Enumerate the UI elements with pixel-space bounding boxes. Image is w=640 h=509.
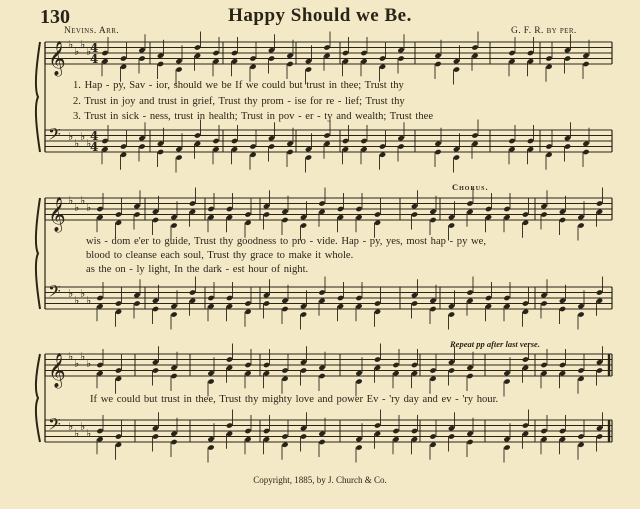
flat-icon: ♭ [74,294,80,307]
flat-icon: ♭ [86,294,92,307]
composer-credit: G. F. R. by per. [511,26,577,36]
flat-icon: ♭ [80,194,86,207]
treble-clef-icon: 𝄞 [48,353,66,388]
flat-icon: ♭ [86,357,92,370]
verse-3-line-2: as the on - ly light, In the dark - est hour of night. [86,264,309,275]
bass-clef-icon: 𝄢 [48,281,61,305]
arranger-credit: Nevins. Arr. [64,26,120,36]
flat-icon: ♭ [86,45,92,58]
flat-icon: ♭ [74,201,80,214]
chorus-lyrics: If we could but trust in thee, Trust thy mighty love and power Ev - 'ry day and ev - 'ry hour. [90,394,499,405]
verse-3-line-1: 3. Trust in sick - ness, trust in health; Trust in pov - er - ty and wealth; Trust thee [73,111,434,122]
system-brace [36,42,40,152]
time-signature: 4 [90,140,99,154]
flat-icon: ♭ [74,45,80,58]
page-number: 130 [40,6,70,28]
flat-icon: ♭ [68,130,74,143]
system-brace [36,198,40,309]
verse-2-line-2: blood to cleanse each soul, Trust thy grace to make it whole. [86,250,354,261]
hymn-title: Happy Should we Be. [228,5,412,26]
flat-icon: ♭ [80,287,86,300]
verse-1-line-2: wis - dom e'er to guide, Trust thy goodness to pro - vide. Hap - py, yes, most hap - py we, [86,236,487,247]
flat-icon: ♭ [68,38,74,51]
flat-icon: ♭ [80,130,86,143]
time-signature: 4 [90,41,99,55]
chorus-label: Chorus. [452,182,489,192]
flat-icon: ♭ [68,350,74,363]
time-signature: 4 [90,52,99,66]
flat-icon: ♭ [68,287,74,300]
treble-clef-icon: 𝄞 [48,197,66,232]
flat-icon: ♭ [68,194,74,207]
flat-icon: ♭ [80,420,86,433]
flat-icon: ♭ [68,420,74,433]
verse-2-line-1: 2. Trust in joy and trust in grief, Trust thy prom - ise for re - lief; Trust thy [73,96,405,107]
flat-icon: ♭ [80,38,86,51]
time-signature: 4 [90,129,99,143]
system-brace [36,354,40,442]
flat-icon: ♭ [74,137,80,150]
flat-icon: ♭ [74,427,80,440]
flat-icon: ♭ [86,137,92,150]
flat-icon: ♭ [86,201,92,214]
copyright-notice: Copyright, 1885, by J. Church & Co. [253,475,387,485]
flat-icon: ♭ [80,350,86,363]
treble-clef-icon: 𝄞 [48,41,66,76]
bass-clef-icon: 𝄢 [48,124,61,148]
bass-clef-icon: 𝄢 [48,414,61,438]
verse-1-line-1: 1. Hap - py, Sav - ior, should we be If we could but trust in thee; Trust thy [73,80,404,91]
repeat-instruction: Repeat pp after last verse. [450,339,540,349]
flat-icon: ♭ [86,427,92,440]
flat-icon: ♭ [74,357,80,370]
